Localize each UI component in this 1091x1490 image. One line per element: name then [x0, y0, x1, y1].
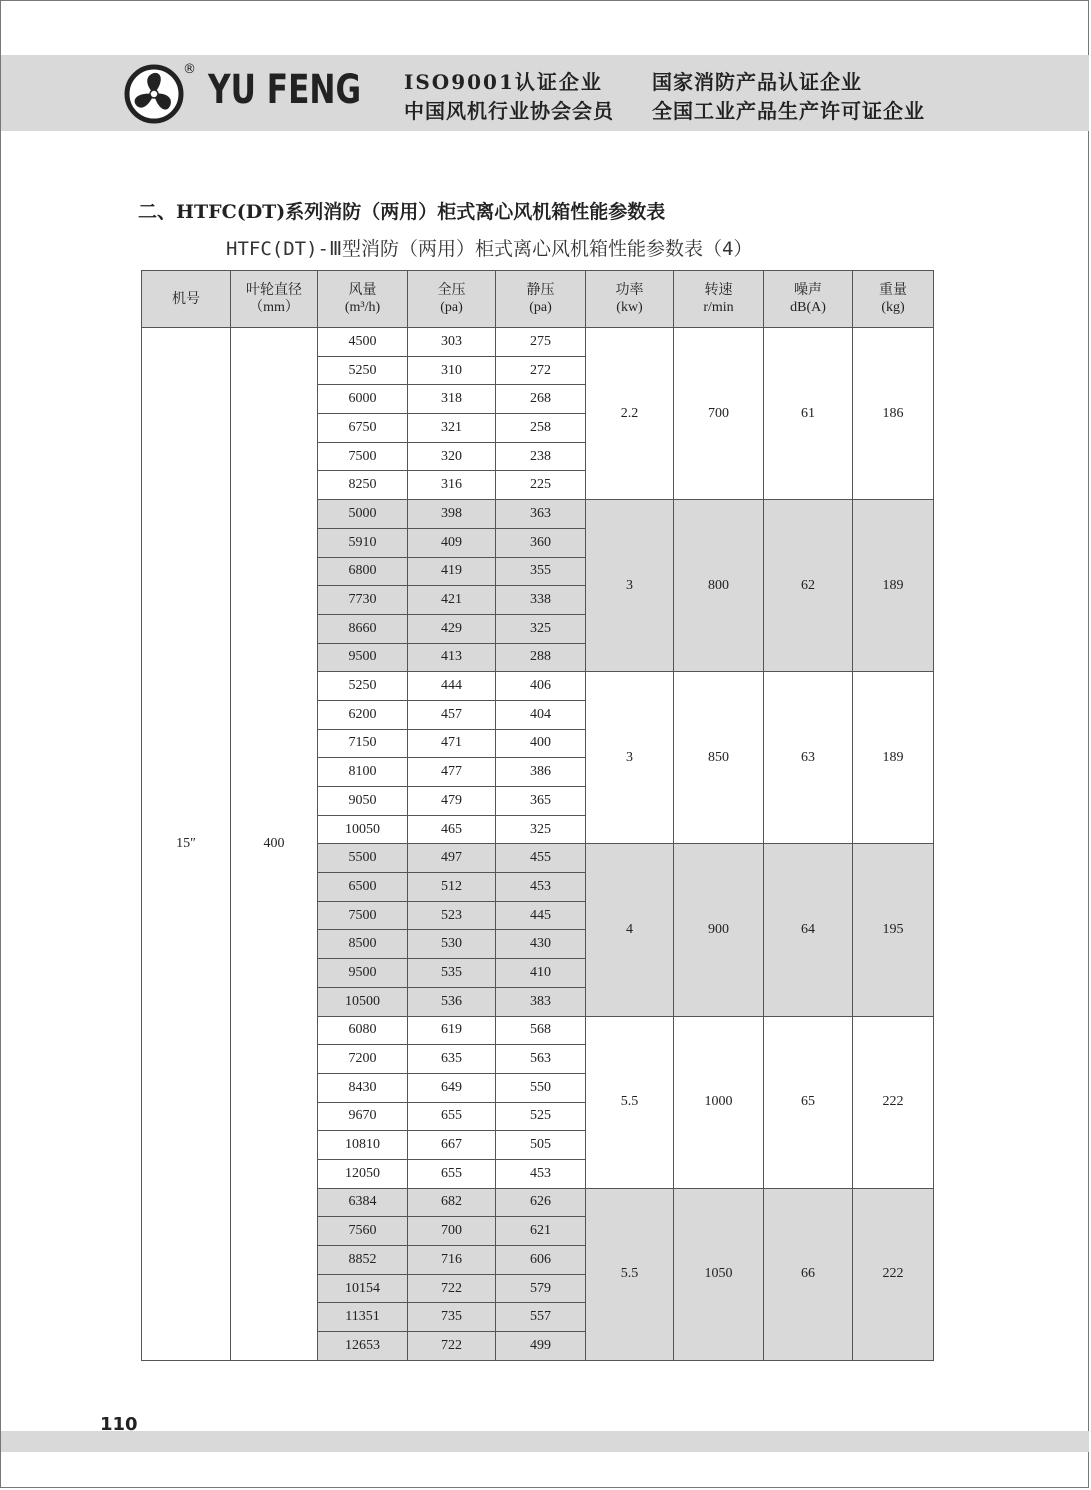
airflow-cell: 8500 [318, 930, 408, 959]
total-pressure-cell: 655 [408, 1159, 496, 1188]
airflow-cell: 10810 [318, 1131, 408, 1160]
static-pressure-cell: 557 [496, 1303, 586, 1332]
static-pressure-cell: 365 [496, 787, 586, 816]
static-pressure-cell: 505 [496, 1131, 586, 1160]
total-pressure-cell: 477 [408, 758, 496, 787]
total-pressure-cell: 536 [408, 987, 496, 1016]
airflow-cell: 10500 [318, 987, 408, 1016]
performance-table [141, 270, 934, 1361]
total-pressure-cell: 655 [408, 1102, 496, 1131]
speed-cell: 850 [674, 672, 764, 844]
airflow-cell: 6080 [318, 1016, 408, 1045]
airflow-cell: 6500 [318, 873, 408, 902]
static-pressure-cell: 325 [496, 614, 586, 643]
speed-cell: 700 [674, 328, 764, 500]
airflow-cell: 4500 [318, 328, 408, 357]
noise-cell: 63 [764, 672, 853, 844]
total-pressure-cell: 321 [408, 414, 496, 443]
airflow-cell: 7560 [318, 1217, 408, 1246]
airflow-cell: 5250 [318, 356, 408, 385]
speed-cell: 1000 [674, 1016, 764, 1188]
airflow-cell: 6750 [318, 414, 408, 443]
airflow-cell: 5000 [318, 500, 408, 529]
total-pressure-cell: 303 [408, 328, 496, 357]
cert-fan-association: 中国风机行业协会会员 [404, 99, 614, 123]
weight-cell: 222 [853, 1016, 934, 1188]
airflow-cell: 8430 [318, 1073, 408, 1102]
airflow-cell: 6200 [318, 700, 408, 729]
static-pressure-cell: 355 [496, 557, 586, 586]
speed-cell: 900 [674, 844, 764, 1016]
airflow-cell: 8852 [318, 1246, 408, 1275]
power-cell: 4 [586, 844, 674, 1016]
total-pressure-cell: 409 [408, 528, 496, 557]
impeller-diameter-cell: 400 [231, 328, 318, 1361]
airflow-cell: 6800 [318, 557, 408, 586]
static-pressure-cell: 258 [496, 414, 586, 443]
airflow-cell: 8660 [318, 614, 408, 643]
static-pressure-cell: 363 [496, 500, 586, 529]
airflow-cell: 6384 [318, 1188, 408, 1217]
static-pressure-cell: 410 [496, 959, 586, 988]
airflow-cell: 5250 [318, 672, 408, 701]
static-pressure-cell: 525 [496, 1102, 586, 1131]
static-pressure-cell: 404 [496, 700, 586, 729]
header-machine-no: 机号 [142, 271, 231, 328]
airflow-cell: 9500 [318, 643, 408, 672]
static-pressure-cell: 550 [496, 1073, 586, 1102]
total-pressure-cell: 735 [408, 1303, 496, 1332]
airflow-cell: 9050 [318, 787, 408, 816]
total-pressure-cell: 635 [408, 1045, 496, 1074]
power-cell: 2.2 [586, 328, 674, 500]
airflow-cell: 9500 [318, 959, 408, 988]
power-cell: 3 [586, 672, 674, 844]
static-pressure-cell: 275 [496, 328, 586, 357]
header-total-pressure: 全压 (pa) [408, 271, 496, 328]
static-pressure-cell: 338 [496, 586, 586, 615]
static-pressure-cell: 579 [496, 1274, 586, 1303]
power-cell: 5.5 [586, 1188, 674, 1360]
total-pressure-cell: 700 [408, 1217, 496, 1246]
total-pressure-cell: 512 [408, 873, 496, 902]
noise-cell: 64 [764, 844, 853, 1016]
total-pressure-cell: 465 [408, 815, 496, 844]
noise-cell: 61 [764, 328, 853, 500]
airflow-cell: 9670 [318, 1102, 408, 1131]
airflow-cell: 7200 [318, 1045, 408, 1074]
total-pressure-cell: 471 [408, 729, 496, 758]
airflow-cell: 5910 [318, 528, 408, 557]
power-cell: 5.5 [586, 1016, 674, 1188]
header-weight: 重量 (kg) [853, 271, 934, 328]
total-pressure-cell: 649 [408, 1073, 496, 1102]
noise-cell: 65 [764, 1016, 853, 1188]
static-pressure-cell: 238 [496, 442, 586, 471]
static-pressure-cell: 406 [496, 672, 586, 701]
airflow-cell: 5500 [318, 844, 408, 873]
total-pressure-cell: 318 [408, 385, 496, 414]
total-pressure-cell: 523 [408, 901, 496, 930]
table-caption: HTFC(DT)-Ⅲ型消防（两用）柜式离心风机箱性能参数表（4） [226, 238, 753, 260]
total-pressure-cell: 421 [408, 586, 496, 615]
weight-cell: 186 [853, 328, 934, 500]
total-pressure-cell: 310 [408, 356, 496, 385]
fan-logo-icon [124, 64, 184, 124]
footer-band [1, 1431, 1089, 1452]
static-pressure-cell: 400 [496, 729, 586, 758]
static-pressure-cell: 568 [496, 1016, 586, 1045]
header-power: 功率 (kw) [586, 271, 674, 328]
table-body [142, 328, 934, 1361]
total-pressure-cell: 444 [408, 672, 496, 701]
static-pressure-cell: 455 [496, 844, 586, 873]
speed-cell: 800 [674, 500, 764, 672]
power-cell: 3 [586, 500, 674, 672]
total-pressure-cell: 398 [408, 500, 496, 529]
airflow-cell: 10154 [318, 1274, 408, 1303]
airflow-cell: 8250 [318, 471, 408, 500]
total-pressure-cell: 316 [408, 471, 496, 500]
total-pressure-cell: 413 [408, 643, 496, 672]
static-pressure-cell: 621 [496, 1217, 586, 1246]
total-pressure-cell: 429 [408, 614, 496, 643]
total-pressure-cell: 722 [408, 1274, 496, 1303]
total-pressure-cell: 722 [408, 1332, 496, 1361]
total-pressure-cell: 682 [408, 1188, 496, 1217]
header-speed: 转速 r/min [674, 271, 764, 328]
static-pressure-cell: 445 [496, 901, 586, 930]
brand-name: YU FENG [208, 67, 362, 113]
static-pressure-cell: 453 [496, 873, 586, 902]
table-header-row [142, 271, 934, 328]
total-pressure-cell: 457 [408, 700, 496, 729]
static-pressure-cell: 360 [496, 528, 586, 557]
static-pressure-cell: 225 [496, 471, 586, 500]
airflow-cell: 10050 [318, 815, 408, 844]
noise-cell: 62 [764, 500, 853, 672]
total-pressure-cell: 667 [408, 1131, 496, 1160]
static-pressure-cell: 430 [496, 930, 586, 959]
airflow-cell: 7150 [318, 729, 408, 758]
static-pressure-cell: 288 [496, 643, 586, 672]
total-pressure-cell: 716 [408, 1246, 496, 1275]
airflow-cell: 7730 [318, 586, 408, 615]
static-pressure-cell: 499 [496, 1332, 586, 1361]
airflow-cell: 12050 [318, 1159, 408, 1188]
static-pressure-cell: 626 [496, 1188, 586, 1217]
static-pressure-cell: 272 [496, 356, 586, 385]
airflow-cell: 7500 [318, 901, 408, 930]
weight-cell: 189 [853, 500, 934, 672]
total-pressure-cell: 530 [408, 930, 496, 959]
static-pressure-cell: 563 [496, 1045, 586, 1074]
table-row [142, 328, 934, 357]
machine-no-cell: 15″ [142, 328, 231, 1361]
total-pressure-cell: 320 [408, 442, 496, 471]
page-number: 110 [100, 1414, 138, 1435]
header-airflow: 风量 (m³/h) [318, 271, 408, 328]
total-pressure-cell: 497 [408, 844, 496, 873]
cert-iso9001: ISO9001认证企业 [404, 70, 603, 94]
noise-cell: 66 [764, 1188, 853, 1360]
weight-cell: 222 [853, 1188, 934, 1360]
static-pressure-cell: 325 [496, 815, 586, 844]
total-pressure-cell: 619 [408, 1016, 496, 1045]
total-pressure-cell: 535 [408, 959, 496, 988]
static-pressure-cell: 386 [496, 758, 586, 787]
speed-cell: 1050 [674, 1188, 764, 1360]
static-pressure-cell: 606 [496, 1246, 586, 1275]
header-static-pressure: 静压 (pa) [496, 271, 586, 328]
static-pressure-cell: 383 [496, 987, 586, 1016]
airflow-cell: 12653 [318, 1332, 408, 1361]
header-noise: 噪声 dB(A) [764, 271, 853, 328]
static-pressure-cell: 268 [496, 385, 586, 414]
static-pressure-cell: 453 [496, 1159, 586, 1188]
cert-fire-product: 国家消防产品认证企业 [652, 70, 862, 94]
header-impeller-diameter: 叶轮直径 （mm） [231, 271, 318, 328]
total-pressure-cell: 419 [408, 557, 496, 586]
total-pressure-cell: 479 [408, 787, 496, 816]
airflow-cell: 11351 [318, 1303, 408, 1332]
section-title: 二、HTFC(DT)系列消防（两用）柜式离心风机箱性能参数表 [138, 201, 666, 223]
weight-cell: 189 [853, 672, 934, 844]
weight-cell: 195 [853, 844, 934, 1016]
airflow-cell: 8100 [318, 758, 408, 787]
cert-production-license: 全国工业产品生产许可证企业 [652, 99, 925, 123]
airflow-cell: 6000 [318, 385, 408, 414]
registered-mark: ® [183, 62, 196, 77]
airflow-cell: 7500 [318, 442, 408, 471]
